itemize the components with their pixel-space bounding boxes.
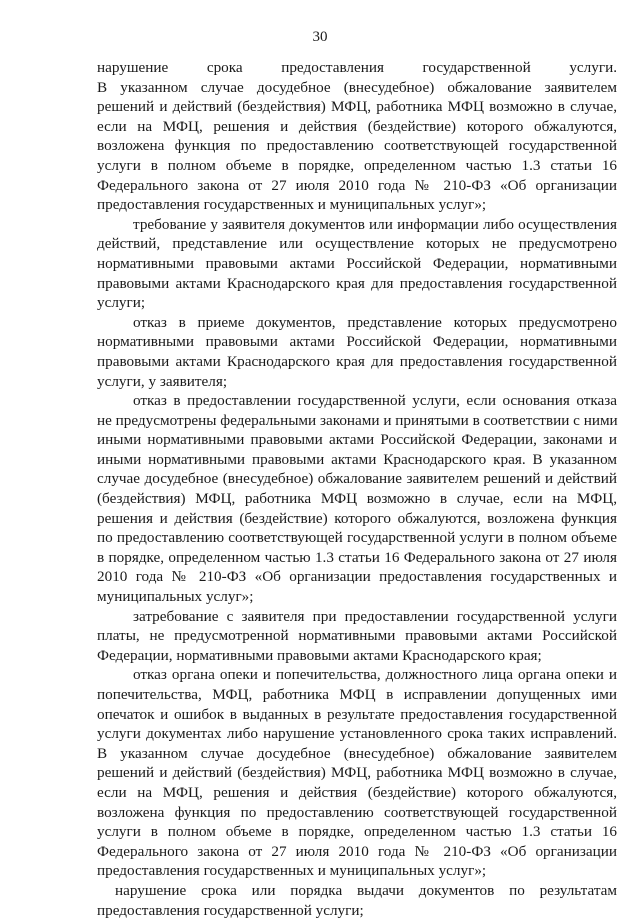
- text-line: опечаток и ошибок в выданных в результате предоставления государственной: [97, 705, 617, 723]
- paragraph: [97, 313, 617, 391]
- text-line: В указанном случае досудебное (внесудебное) обжалование заявителем: [97, 744, 617, 762]
- text-line: предоставления государственных и муниципальных услуг»;: [97, 196, 487, 214]
- text-line: правовыми актами Краснодарского края для предоставления государственной: [97, 352, 617, 370]
- text-line: в порядке, определенном частью 1.3 статьи 16 Федерального закона от 27 июля: [97, 548, 617, 566]
- text-line: решений и действий (бездействия) МФЦ, работника МФЦ возможно в случае,: [97, 98, 617, 116]
- text-line: если на МФЦ, решения и действия (бездействие) которого обжалуются,: [97, 117, 617, 135]
- text-line: Федерального закона от 27 июля 2010 года № 210-ФЗ «Об организации: [97, 176, 617, 194]
- text-line: платы, не предусмотренной нормативными правовыми актами Российской: [97, 627, 617, 645]
- paragraph: [97, 391, 617, 607]
- text-line: иными нормативными правовыми актами Краснодарского края. В указанном: [97, 450, 617, 468]
- text-line: услуги, у заявителя;: [97, 372, 228, 390]
- text-line: нарушение срока или порядка выдачи документов по результатам: [115, 881, 617, 899]
- text-line: возложена функция по предоставлению соответствующей государственной: [97, 137, 617, 155]
- text-line: 2010 года № 210-ФЗ «Об организации предоставления государственных и: [97, 568, 617, 586]
- paragraph: [97, 607, 617, 666]
- text-line: решений и действий (бездействия) МФЦ, работника МФЦ возможно в случае,: [97, 764, 617, 782]
- text-line: В указанном случае досудебное (внесудебное) обжалование заявителем: [97, 78, 617, 96]
- text-line: решения и действия (бездействие) которого обжалуются, возложена функция: [97, 509, 617, 527]
- text-line: случае досудебное (внесудебное) обжалование заявителем решений и действий: [97, 470, 617, 488]
- text-line: нормативными правовыми актами Российской Федерации, нормативными: [97, 333, 617, 351]
- text-line: правовыми актами Краснодарского края для предоставления государственной: [97, 274, 617, 292]
- text-line: нарушение срока предоставления государственной услуги.: [97, 59, 617, 76]
- text-line: если на МФЦ, решения и действия (бездействие) которого обжалуются,: [97, 783, 617, 801]
- paragraph: [97, 215, 617, 313]
- text-line: муниципальных услуг»;: [97, 588, 254, 606]
- text-line: Федерации, нормативными правовыми актами Краснодарского края;: [97, 646, 542, 664]
- page-number: 30: [312, 29, 328, 45]
- text-line: не предусмотрены федеральными законами и принятыми в соответствии с ними: [97, 411, 618, 429]
- paragraph: [97, 665, 617, 881]
- text-line: попечительства, МФЦ, работника МФЦ в исправлении допущенных ими: [97, 686, 617, 703]
- text-line: услуги в полном объеме в порядке, определенном частью 1.3 статьи 16: [97, 156, 617, 174]
- text-line: по предоставлению соответствующей государственной услуги в полном объеме: [97, 529, 617, 547]
- document-body: [97, 58, 617, 920]
- text-line: отказ в предоставлении государственной услуги, если основания отказа: [133, 392, 617, 410]
- text-line: затребование с заявителя при предоставлении государственной услуги: [133, 607, 617, 625]
- text-line: предоставления государственных и муниципальных услуг»;: [97, 862, 487, 880]
- text-line: возложена функция по предоставлению соответствующей государственной: [97, 803, 617, 821]
- text-line: требование у заявителя документов или информации либо осуществления: [133, 215, 617, 233]
- text-line: действий, представление или осуществление которых не предусмотрено: [97, 235, 617, 253]
- text-line: (бездействия) МФЦ, работника МФЦ возможно в случае, если на МФЦ,: [97, 490, 617, 508]
- text-line: отказ в приеме документов, представление которых предусмотрено: [133, 313, 617, 331]
- text-line: предоставления государственной услуги;: [97, 901, 364, 919]
- text-line: услуги в полном объеме в порядке, определенном частью 1.3 статьи 16: [97, 823, 617, 841]
- text-line: иными нормативными правовыми актами Российской Федерации, законами и: [97, 431, 617, 449]
- text-line: услуги;: [97, 294, 146, 312]
- paragraph: [97, 58, 617, 215]
- text-line: Федерального закона от 27 июля 2010 года № 210-ФЗ «Об организации: [97, 842, 617, 860]
- text-line: нормативными правовыми актами Российской Федерации, нормативными: [97, 254, 617, 272]
- text-line: отказ органа опеки и попечительства, должностного лица органа опеки и: [133, 666, 617, 684]
- text-line: услуги документах либо нарушение установленного срока таких исправлений.: [97, 725, 617, 743]
- paragraph: [97, 881, 617, 920]
